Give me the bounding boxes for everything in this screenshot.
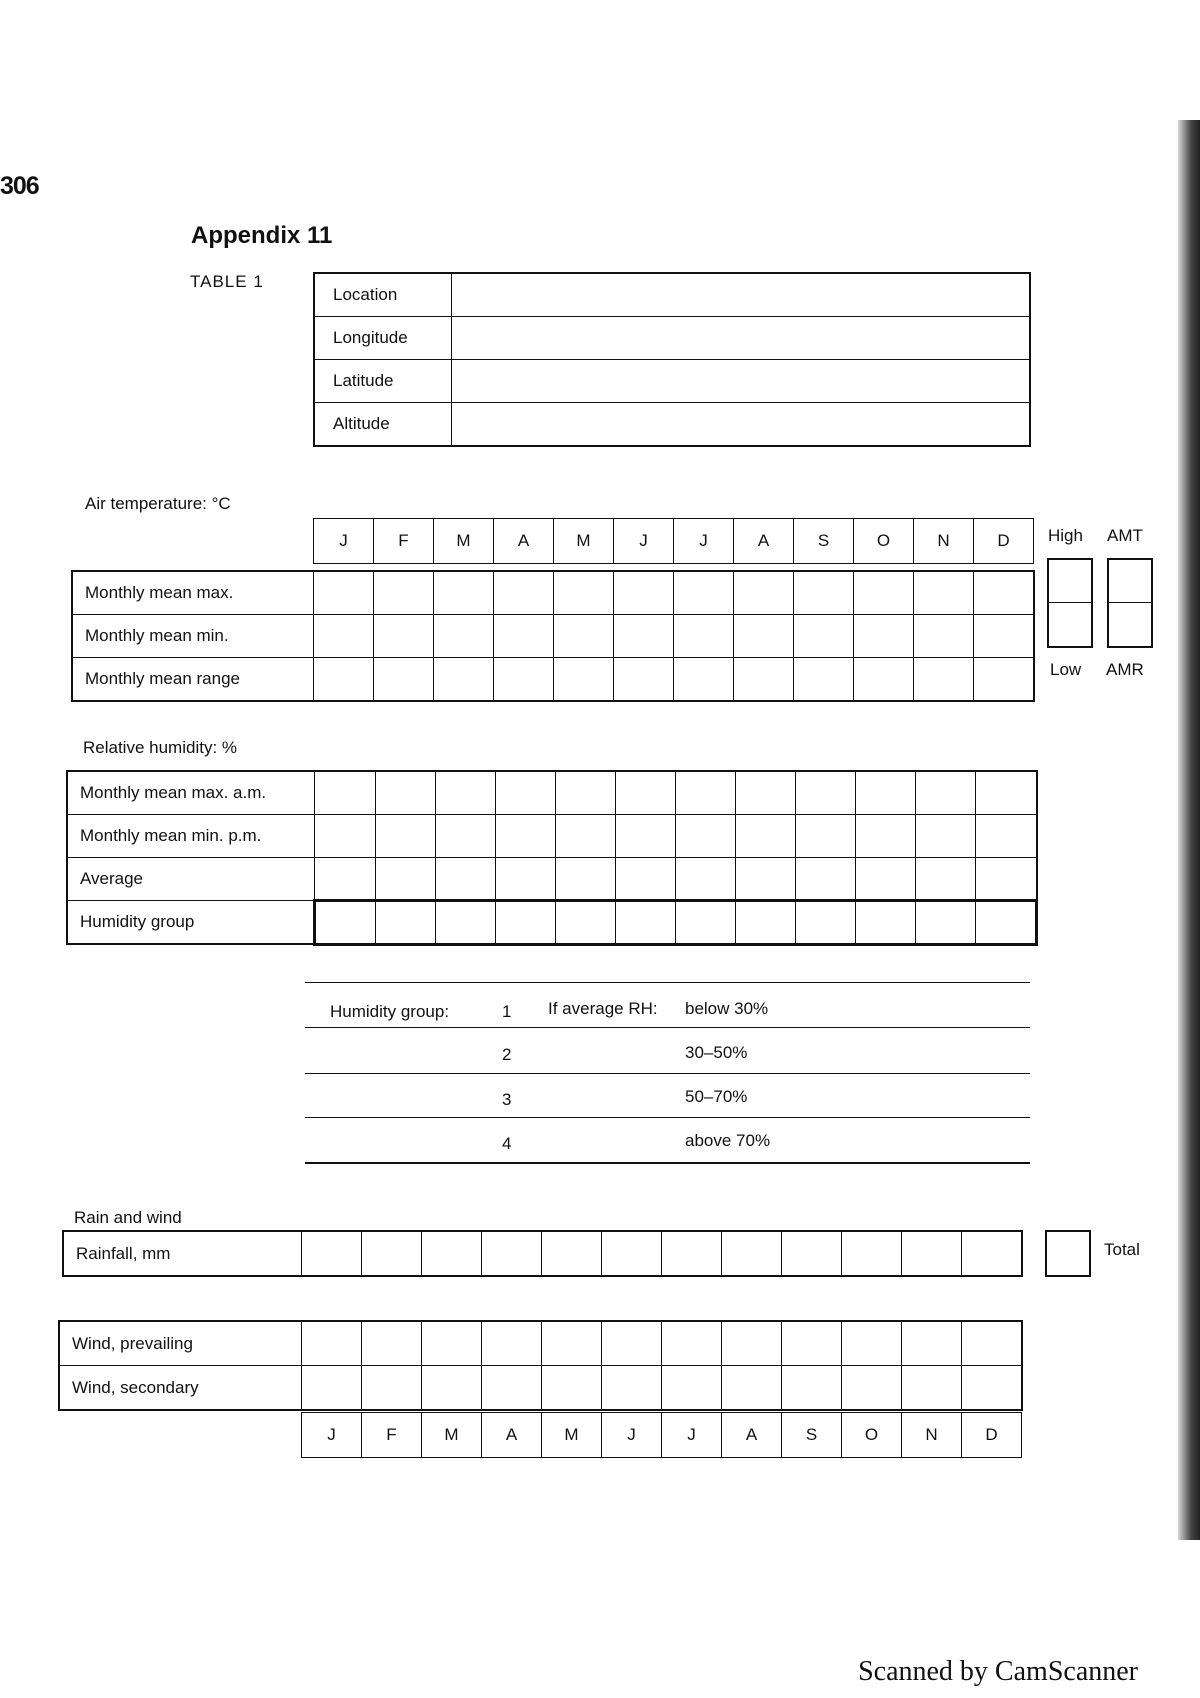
data-cell[interactable] (496, 771, 556, 815)
data-cell[interactable] (856, 771, 916, 815)
humidity-group-number: 1 (502, 1002, 512, 1021)
row-label: Humidity group (67, 901, 315, 945)
table-row (59, 1321, 1022, 1366)
data-cell[interactable] (662, 1366, 722, 1411)
data-cell[interactable] (554, 615, 614, 658)
latitude-field[interactable] (452, 360, 1031, 403)
data-cell[interactable] (736, 771, 796, 815)
data-cell[interactable] (974, 658, 1035, 702)
total-label: Total (1104, 1240, 1140, 1259)
data-cell[interactable] (734, 571, 794, 615)
row-label: Wind, secondary (59, 1366, 302, 1411)
wind-table (58, 1320, 1023, 1411)
month-header-air-7: A (734, 519, 794, 564)
month-header-wind-4: M (542, 1413, 602, 1458)
air-temperature-table (71, 570, 1035, 702)
data-cell[interactable] (494, 615, 554, 658)
month-header-air-11: D (974, 519, 1034, 564)
amt-label: AMT (1107, 526, 1143, 545)
month-header-wind-10: N (902, 1413, 962, 1458)
humidity-group-range: above 70% (685, 1131, 771, 1150)
data-cell[interactable] (494, 658, 554, 702)
data-cell[interactable] (616, 815, 676, 858)
row-label: Monthly mean min. p.m. (67, 815, 315, 858)
humidity-group-number: 2 (502, 1045, 512, 1064)
data-cell[interactable] (616, 858, 676, 901)
low-label: Low (1050, 660, 1082, 679)
rainfall-cell[interactable] (662, 1231, 722, 1276)
row-label: Monthly mean max. (72, 571, 314, 615)
data-cell[interactable] (974, 615, 1035, 658)
data-cell[interactable] (434, 571, 494, 615)
data-cell[interactable] (556, 771, 616, 815)
data-cell[interactable] (674, 658, 734, 702)
data-cell[interactable] (436, 858, 496, 901)
altitude-field[interactable] (452, 403, 1031, 447)
data-cell[interactable] (362, 1321, 422, 1366)
data-cell[interactable] (496, 901, 556, 945)
humidity-group-range: 30–50% (685, 1043, 748, 1062)
humidity-group-number: 4 (502, 1134, 512, 1153)
month-header-wind-6: J (662, 1413, 722, 1458)
appendix-title: Appendix 11 (191, 222, 333, 249)
data-cell[interactable] (916, 771, 976, 815)
relative-humidity-table (66, 770, 1038, 946)
month-header-air-6: J (674, 519, 734, 564)
month-header-wind-7: A (722, 1413, 782, 1458)
month-header-wind-11: D (962, 1413, 1022, 1458)
month-header-air-4: M (554, 519, 614, 564)
month-header-air-1: F (374, 519, 434, 564)
data-cell[interactable] (542, 1366, 602, 1411)
data-cell[interactable] (554, 571, 614, 615)
data-cell[interactable] (616, 901, 676, 945)
page-edge-shadow (1178, 120, 1200, 1540)
data-cell[interactable] (315, 901, 376, 945)
data-cell[interactable] (315, 771, 376, 815)
data-cell[interactable] (376, 901, 436, 945)
data-cell[interactable] (722, 1321, 782, 1366)
rainfall-total-box[interactable] (1045, 1230, 1091, 1277)
data-cell[interactable] (794, 658, 854, 702)
data-cell[interactable] (602, 1366, 662, 1411)
data-cell[interactable] (794, 615, 854, 658)
data-cell[interactable] (614, 615, 674, 658)
humidity-group-key (305, 982, 1030, 1172)
row-label: Average (67, 858, 315, 901)
data-cell[interactable] (976, 815, 1037, 858)
data-cell[interactable] (782, 1321, 842, 1366)
table-row (314, 317, 1030, 360)
data-cell[interactable] (614, 658, 674, 702)
data-cell[interactable] (962, 1366, 1023, 1411)
data-cell[interactable] (302, 1321, 362, 1366)
location-field[interactable] (452, 273, 1031, 317)
data-cell[interactable] (676, 858, 736, 901)
air-temperature-label: Air temperature: °C (85, 494, 231, 513)
table-row (72, 615, 1034, 658)
humidity-group-label: Humidity group: (330, 1002, 450, 1021)
humidity-group-range: below 30% (685, 999, 769, 1018)
humidity-group-number: 3 (502, 1090, 512, 1109)
latitude-label: Latitude (314, 360, 452, 403)
data-cell[interactable] (314, 571, 374, 615)
data-cell[interactable] (494, 571, 554, 615)
data-cell[interactable] (914, 658, 974, 702)
data-cell[interactable] (556, 815, 616, 858)
table-row (63, 1231, 1022, 1276)
data-cell[interactable] (434, 658, 494, 702)
data-cell[interactable] (616, 771, 676, 815)
data-cell[interactable] (496, 815, 556, 858)
data-cell[interactable] (736, 858, 796, 901)
data-cell[interactable] (902, 1321, 962, 1366)
data-cell[interactable] (842, 1366, 902, 1411)
rainfall-cell[interactable] (962, 1231, 1023, 1276)
data-cell[interactable] (782, 1366, 842, 1411)
month-header-wind-8: S (782, 1413, 842, 1458)
rainfall-cell[interactable] (782, 1231, 842, 1276)
data-cell[interactable] (302, 1366, 362, 1411)
data-cell[interactable] (496, 858, 556, 901)
data-cell[interactable] (314, 615, 374, 658)
data-cell[interactable] (914, 615, 974, 658)
camscanner-watermark: Scanned by CamScanner (858, 1656, 1138, 1687)
data-cell[interactable] (542, 1321, 602, 1366)
data-cell[interactable] (676, 815, 736, 858)
relative-humidity-label: Relative humidity: % (83, 738, 238, 757)
data-cell[interactable] (602, 1321, 662, 1366)
row-label: Monthly mean range (72, 658, 314, 702)
month-header-air-8: S (794, 519, 854, 564)
table-row (67, 858, 1037, 901)
data-cell[interactable] (314, 658, 374, 702)
data-cell[interactable] (854, 571, 914, 615)
table-row (59, 1366, 1022, 1411)
data-cell[interactable] (362, 1366, 422, 1411)
rainfall-cell[interactable] (902, 1231, 962, 1276)
data-cell[interactable] (374, 658, 434, 702)
rainfall-cell[interactable] (842, 1231, 902, 1276)
rainfall-cell[interactable] (722, 1231, 782, 1276)
rain-wind-label: Rain and wind (74, 1208, 182, 1227)
data-cell[interactable] (856, 901, 916, 945)
month-header-air-0: J (314, 519, 374, 564)
data-cell[interactable] (842, 1321, 902, 1366)
data-cell[interactable] (662, 1321, 722, 1366)
data-cell[interactable] (376, 815, 436, 858)
data-cell[interactable] (376, 771, 436, 815)
rainfall-cell[interactable] (302, 1231, 362, 1276)
month-header-air-3: A (494, 519, 554, 564)
data-cell[interactable] (376, 858, 436, 901)
data-cell[interactable] (676, 901, 736, 945)
data-cell[interactable] (854, 615, 914, 658)
row-label: Wind, prevailing (59, 1321, 302, 1366)
data-cell[interactable] (422, 1366, 482, 1411)
month-header-wind-9: O (842, 1413, 902, 1458)
data-cell[interactable] (436, 771, 496, 815)
rainfall-cell[interactable] (482, 1231, 542, 1276)
data-cell[interactable] (436, 901, 496, 945)
table-row (67, 771, 1037, 815)
data-cell[interactable] (734, 658, 794, 702)
table-row (314, 360, 1030, 403)
month-header-wind-0: J (302, 1413, 362, 1458)
data-cell[interactable] (422, 1321, 482, 1366)
high-label: High (1048, 526, 1083, 545)
data-cell[interactable] (482, 1321, 542, 1366)
data-cell[interactable] (674, 571, 734, 615)
month-header-wind-2: M (422, 1413, 482, 1458)
table-row (314, 273, 1030, 317)
month-header-air-9: O (854, 519, 914, 564)
data-cell[interactable] (796, 771, 856, 815)
table-row (72, 571, 1034, 615)
rainfall-cell[interactable] (362, 1231, 422, 1276)
amt-amr-box[interactable] (1107, 558, 1153, 648)
air-temp-month-header (313, 518, 1034, 564)
rainfall-cell[interactable] (422, 1231, 482, 1276)
row-label: Monthly mean max. a.m. (67, 771, 315, 815)
data-cell[interactable] (902, 1366, 962, 1411)
amr-label: AMR (1106, 660, 1144, 679)
month-header-air-2: M (434, 519, 494, 564)
data-cell[interactable] (374, 615, 434, 658)
month-header-air-5: J (614, 519, 674, 564)
data-cell[interactable] (556, 901, 616, 945)
longitude-field[interactable] (452, 317, 1031, 360)
data-cell[interactable] (736, 815, 796, 858)
data-cell[interactable] (794, 571, 854, 615)
table-row (67, 901, 1037, 945)
data-cell[interactable] (796, 815, 856, 858)
table-label: TABLE 1 (190, 272, 264, 291)
data-cell[interactable] (436, 815, 496, 858)
data-cell[interactable] (962, 1321, 1023, 1366)
table-row (72, 658, 1034, 702)
data-cell[interactable] (315, 858, 376, 901)
data-cell[interactable] (374, 571, 434, 615)
longitude-label: Longitude (314, 317, 452, 360)
data-cell[interactable] (976, 858, 1037, 901)
rainfall-table (62, 1230, 1023, 1277)
humidity-condition-label: If average RH: (548, 999, 658, 1018)
data-cell[interactable] (614, 571, 674, 615)
data-cell[interactable] (976, 771, 1037, 815)
location-table (313, 272, 1031, 447)
row-label: Monthly mean min. (72, 615, 314, 658)
data-cell[interactable] (916, 901, 976, 945)
data-cell[interactable] (916, 815, 976, 858)
data-cell[interactable] (856, 858, 916, 901)
month-header-wind-3: A (482, 1413, 542, 1458)
month-header-air-10: N (914, 519, 974, 564)
data-cell[interactable] (674, 615, 734, 658)
month-header-wind-5: J (602, 1413, 662, 1458)
rainfall-cell[interactable] (602, 1231, 662, 1276)
high-low-box[interactable] (1047, 558, 1093, 648)
data-cell[interactable] (734, 615, 794, 658)
data-cell[interactable] (554, 658, 614, 702)
altitude-label: Altitude (314, 403, 452, 447)
data-cell[interactable] (676, 771, 736, 815)
data-cell[interactable] (854, 658, 914, 702)
month-header-wind-1: F (362, 1413, 422, 1458)
rainfall-label: Rainfall, mm (63, 1231, 302, 1276)
humidity-group-range: 50–70% (685, 1087, 748, 1106)
data-cell[interactable] (916, 858, 976, 901)
data-cell[interactable] (482, 1366, 542, 1411)
data-cell[interactable] (914, 571, 974, 615)
data-cell[interactable] (315, 815, 376, 858)
data-cell[interactable] (856, 815, 916, 858)
data-cell[interactable] (434, 615, 494, 658)
page-number: 306 (0, 172, 39, 200)
table-row (314, 403, 1030, 447)
month-header-row (314, 519, 1034, 564)
data-cell[interactable] (796, 858, 856, 901)
data-cell[interactable] (722, 1366, 782, 1411)
rainfall-cell[interactable] (542, 1231, 602, 1276)
table-row (67, 815, 1037, 858)
data-cell[interactable] (974, 571, 1035, 615)
data-cell[interactable] (556, 858, 616, 901)
wind-month-footer (301, 1412, 1022, 1458)
month-footer-row (302, 1413, 1022, 1458)
data-cell[interactable] (736, 901, 796, 945)
location-label: Location (314, 273, 452, 317)
data-cell[interactable] (796, 901, 856, 945)
data-cell[interactable] (976, 901, 1037, 945)
